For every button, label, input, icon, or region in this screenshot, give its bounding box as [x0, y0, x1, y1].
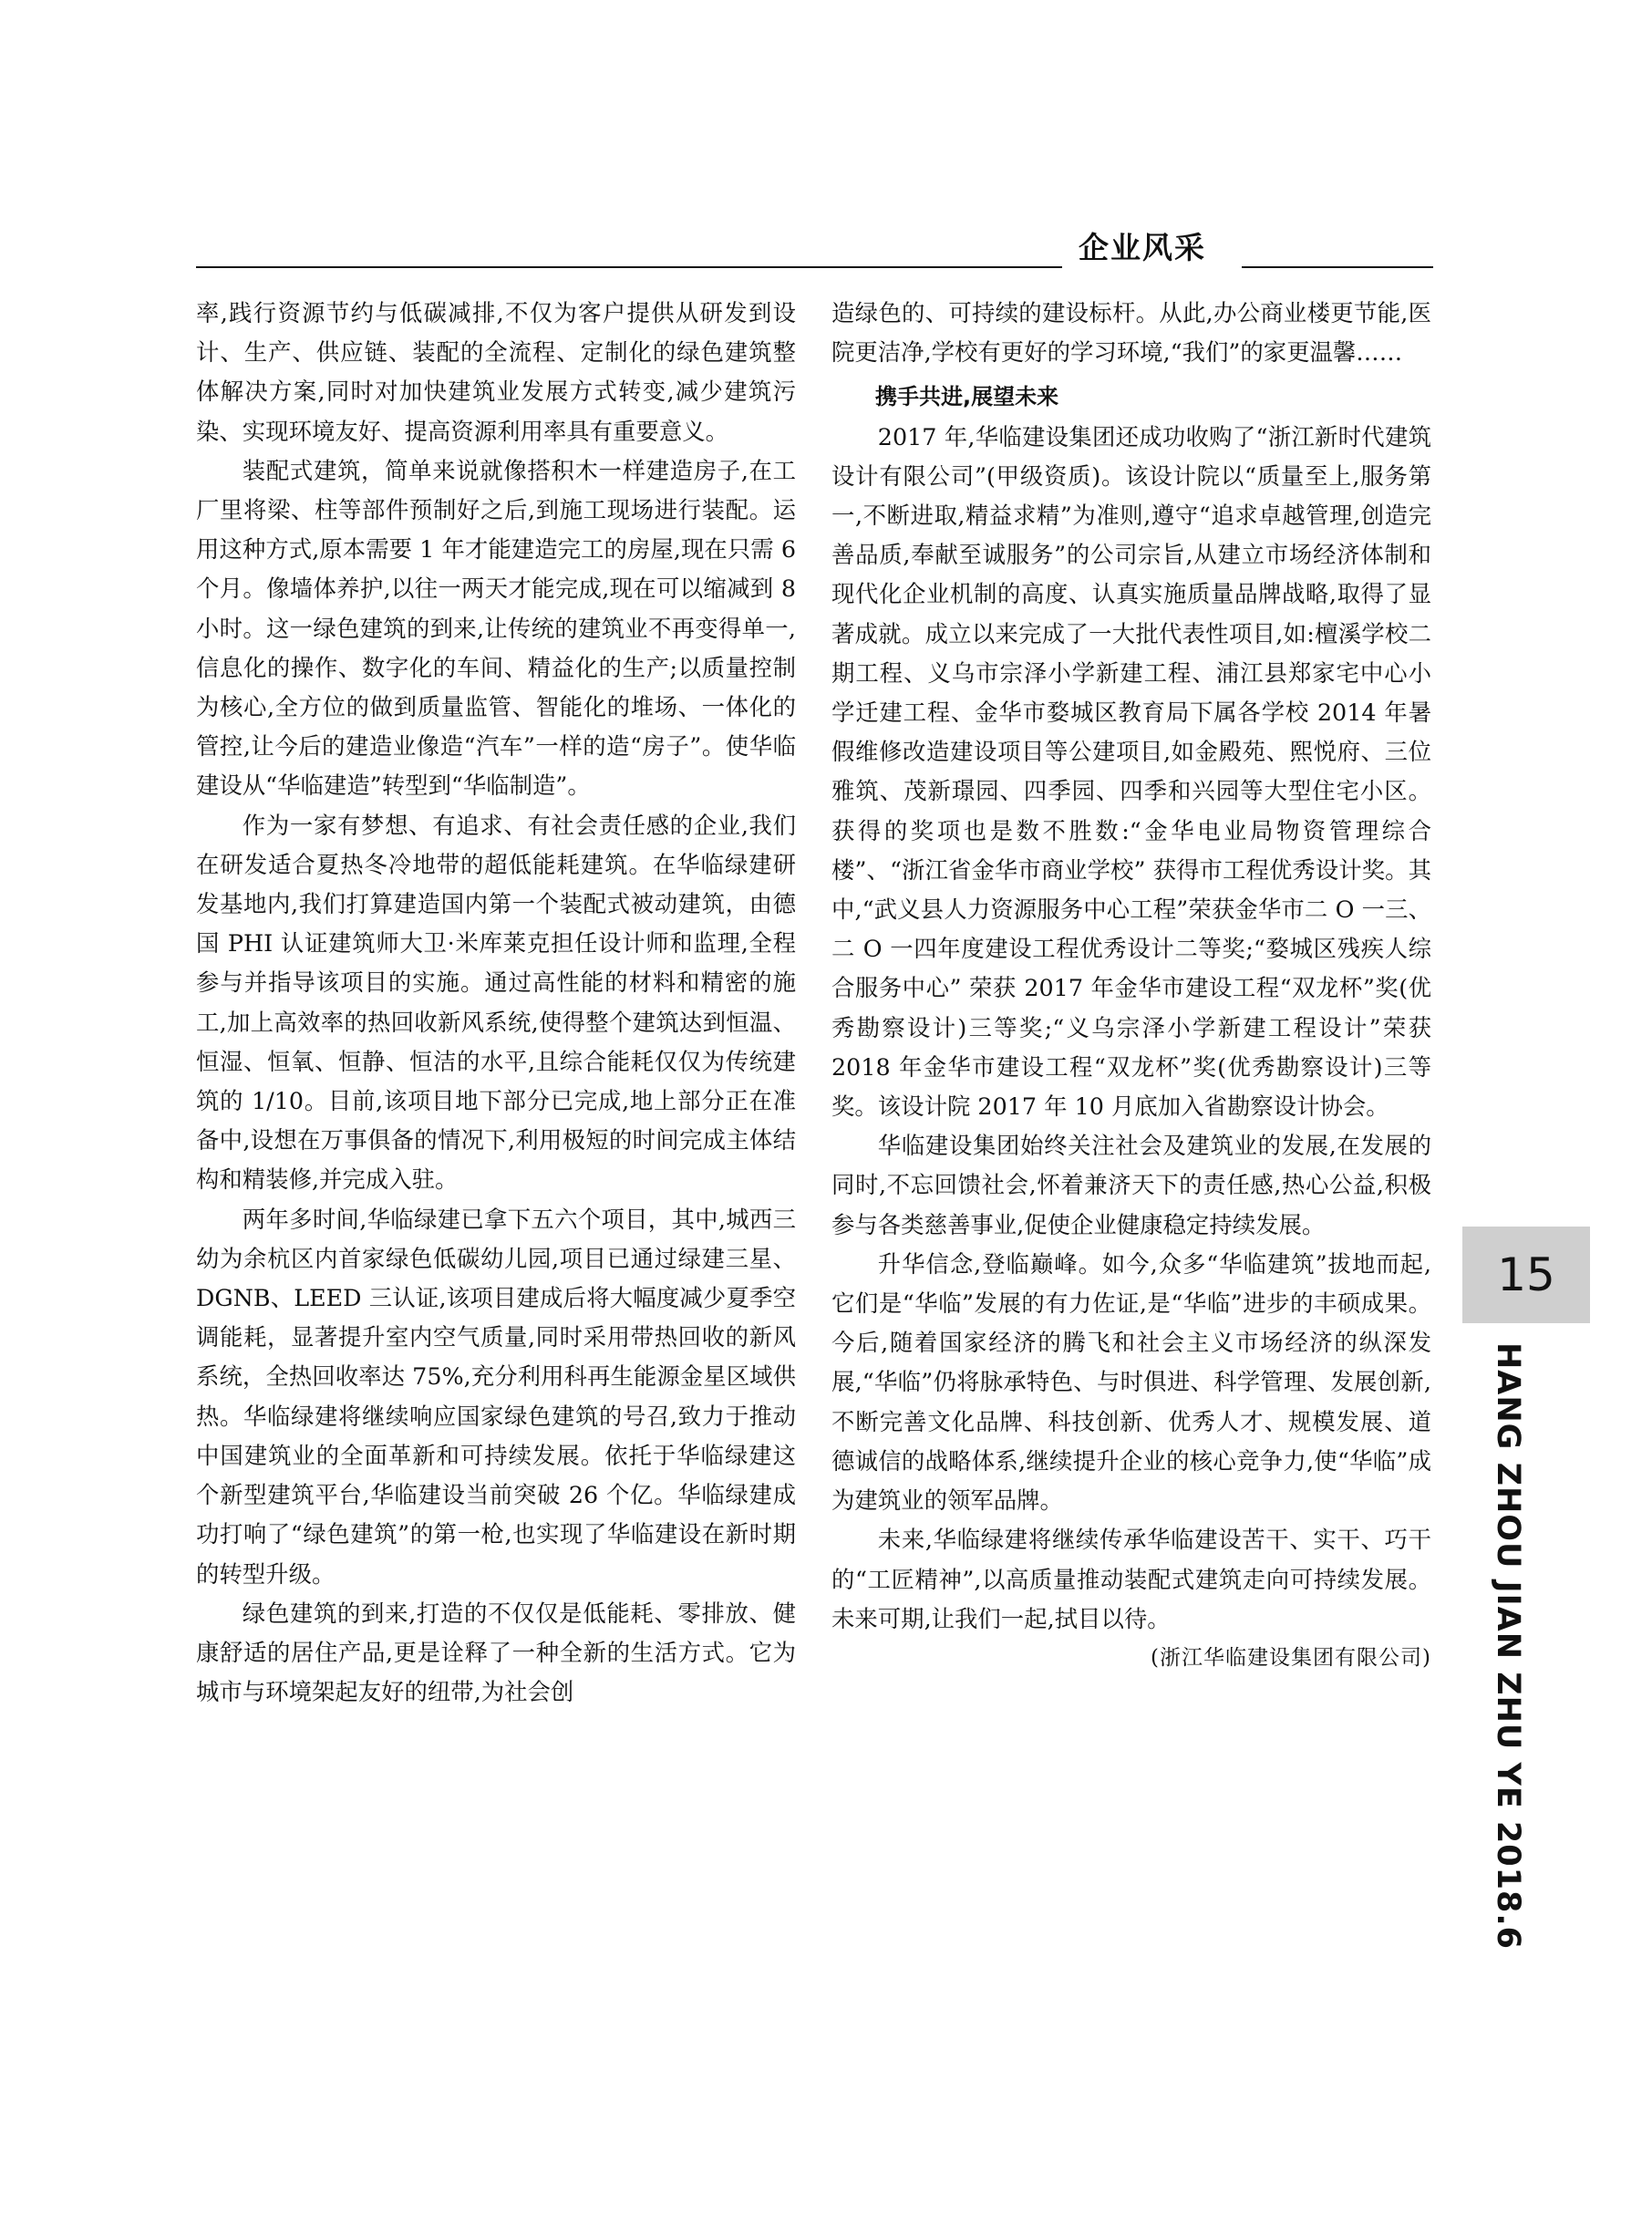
header-rule-left — [196, 266, 1062, 268]
left-paragraph-4: 两年多时间,华临绿建已拿下五六个项目，其中,城西三幼为余杭区内首家绿色低碳幼儿园,项目已通过绿建三星、DGNB、LEED 三认证,该项目建成后将大幅度减少夏季空调能耗，显著提升室内空气质量,同时采用带热回收的新风系统，全热回收率达 75%,充分利用科再生能源金星区域供热。华临绿建将继续响应国家绿色建筑的号召,致力于推动中国建筑业的全面革新和可持续发展。依托于华临绿建这个新型建筑平台,华临建设当前突破 26 个亿。华临绿建成功打响了“绿色建筑”的第一枪,也实现了华临建设在新时期的转型升级。 — [196, 1205, 796, 1588]
left-column — [196, 294, 796, 1712]
right-paragraph-4: 升华信念,登临巅峰。如今,众多“华临建筑”拔地而起,它们是“华临”发展的有力佐证,是“华临”进步的丰硕成果。今后,随着国家经济的腾飞和社会主义市场经济的纵深发展,“华临”仍将脉承特色、与时俱进、科学管理、发展创新,不断完善文化品牌、科技创新、优秀人才、规模发展、道德诚信的战略体系,继续提升企业的核心竞争力,使“华临”成为建筑业的领军品牌。 — [831, 1249, 1431, 1515]
right-paragraph-3: 华临建设集团始终关注社会及建筑业的发展,在发展的同时,不忘回馈社会,怀着兼济天下的责任感,热心公益,积极参与各类慈善事业,促使企业健康稳定持续发展。 — [831, 1132, 1431, 1238]
page-number-tab — [1462, 1227, 1590, 1323]
left-paragraph-2: 装配式建筑，简单来说就像搭积木一样建造房子,在工厂里将梁、柱等部件预制好之后,到施工现场进行装配。运用这种方式,原本需要 1 年才能建造完工的房屋,现在只需 6 个月。像墙体养护,以往一两天才能完成,现在可以缩减到 8 小时。这一绿色建筑的到来,让传统的建筑业不再变得单一,信息化的操作、数字化的车间、精益化的生产;以质量控制为核心,全方位的做到质量监管、智能化的堆场、一体化的管控,让今后的建造业像造“汽车”一样的造“房子”。使华临建设从“华临建造”转型到“华临制造”。 — [196, 456, 796, 800]
author-credit: (浙江华临建设集团有限公司) — [1151, 1645, 1431, 1670]
left-paragraph-5: 绿色建筑的到来,打造的不仅仅是低能耗、零排放、健康舒适的居住产品,更是诠释了一种全新的生活方式。它为城市与环境架起友好的纽带,为社会创 — [196, 1599, 796, 1706]
left-paragraph-3: 作为一家有梦想、有追求、有社会责任感的企业,我们在研发适合夏热冬冷地带的超低能耗建筑。在华临绿建研发基地内,我们打算建造国内第一个装配式被动建筑，由德国 PHI 认证建筑师大卫·米库莱克担任设计师和监理,全程参与并指导该项目的实施。通过高性能的材料和精密的施工,加上高效率的热回收新风系统,使得整个建筑达到恒温、恒湿、恒氧、恒静、恒洁的水平,且综合能耗仅仅为传统建筑的 1/10。目前,该项目地下部分已完成,地上部分正在准备中,设想在万事俱备的情况下,利用极短的时间完成主体结构和精装修,并完成入驻。 — [196, 811, 796, 1194]
right-paragraph-1: 造绿色的、可持续的建设标杆。从此,办公商业楼更节能,医院更洁净,学校有更好的学习环境,“我们”的家更温馨…… — [831, 299, 1431, 367]
subheading: 携手共进,展望未来 — [875, 384, 1059, 410]
section-title: 企业风采 — [1079, 230, 1206, 265]
left-paragraph-1: 率,践行资源节约与低碳减排,不仅为客户提供从研发到设计、生产、供应链、装配的全流程、定制化的绿色建筑整体解决方案,同时对加快建筑业发展方式转变,减少建筑污染、实现环境友好、提高资源利用率具有重要意义。 — [196, 299, 796, 445]
page-number: 15 — [1497, 1248, 1555, 1301]
right-paragraph-2: 2017 年,华临建设集团还成功收购了“浙江新时代建筑设计有限公司”(甲级资质)。该设计院以“质量至上,服务第一,不断进取,精益求精”为准则,遵守“追求卓越管理,创造完善品质,奉献至诚服务”的公司宗旨,从建立市场经济体制和现代化企业机制的高度、认真实施质量品牌战略,取得了显著成就。成立以来完成了一大批代表性项目,如:檀溪学校二期工程、义乌市宗泽小学新建工程、浦江县郑家宅中心小学迁建工程、金华市婺城区教育局下属各学校 2014 年暑假维修改造建设项目等公建项目,如金殿苑、熙悦府、三位雅筑、茂新璟园、四季园、四季和兴园等大型住宅小区。获得的奖项也是数不胜数:“金华电业局物资管理综合楼”、“浙江省金华市商业学校” 获得市工程优秀设计奖。其中,“武义县人力资源服务中心工程”荣获金华市二 O 一三、二 O 一四年度建设工程优秀设计二等奖;“婺城区残疾人综合服务中心” 荣获 2017 年金华市建设工程“双龙杯”奖(优秀勘察设计)三等奖;“义乌宗泽小学新建工程设计”荣获 2018 年金华市建设工程“双龙杯”奖(优秀勘察设计)三等奖。该设计院 2017 年 10 月底加入省勘察设计协会。 — [831, 422, 1431, 1121]
header-rule-right — [1242, 266, 1433, 268]
magazine-vertical-title: HANG ZHOU JIAN ZHU YE 2018.6 — [1490, 1342, 1526, 1950]
right-column — [831, 294, 1431, 1678]
right-paragraph-5: 未来,华临绿建将继续传承华临建设苦干、实干、巧干的“工匠精神”,以高质量推动装配式建筑走向可持续发展。未来可期,让我们一起,拭目以待。 — [831, 1526, 1431, 1632]
